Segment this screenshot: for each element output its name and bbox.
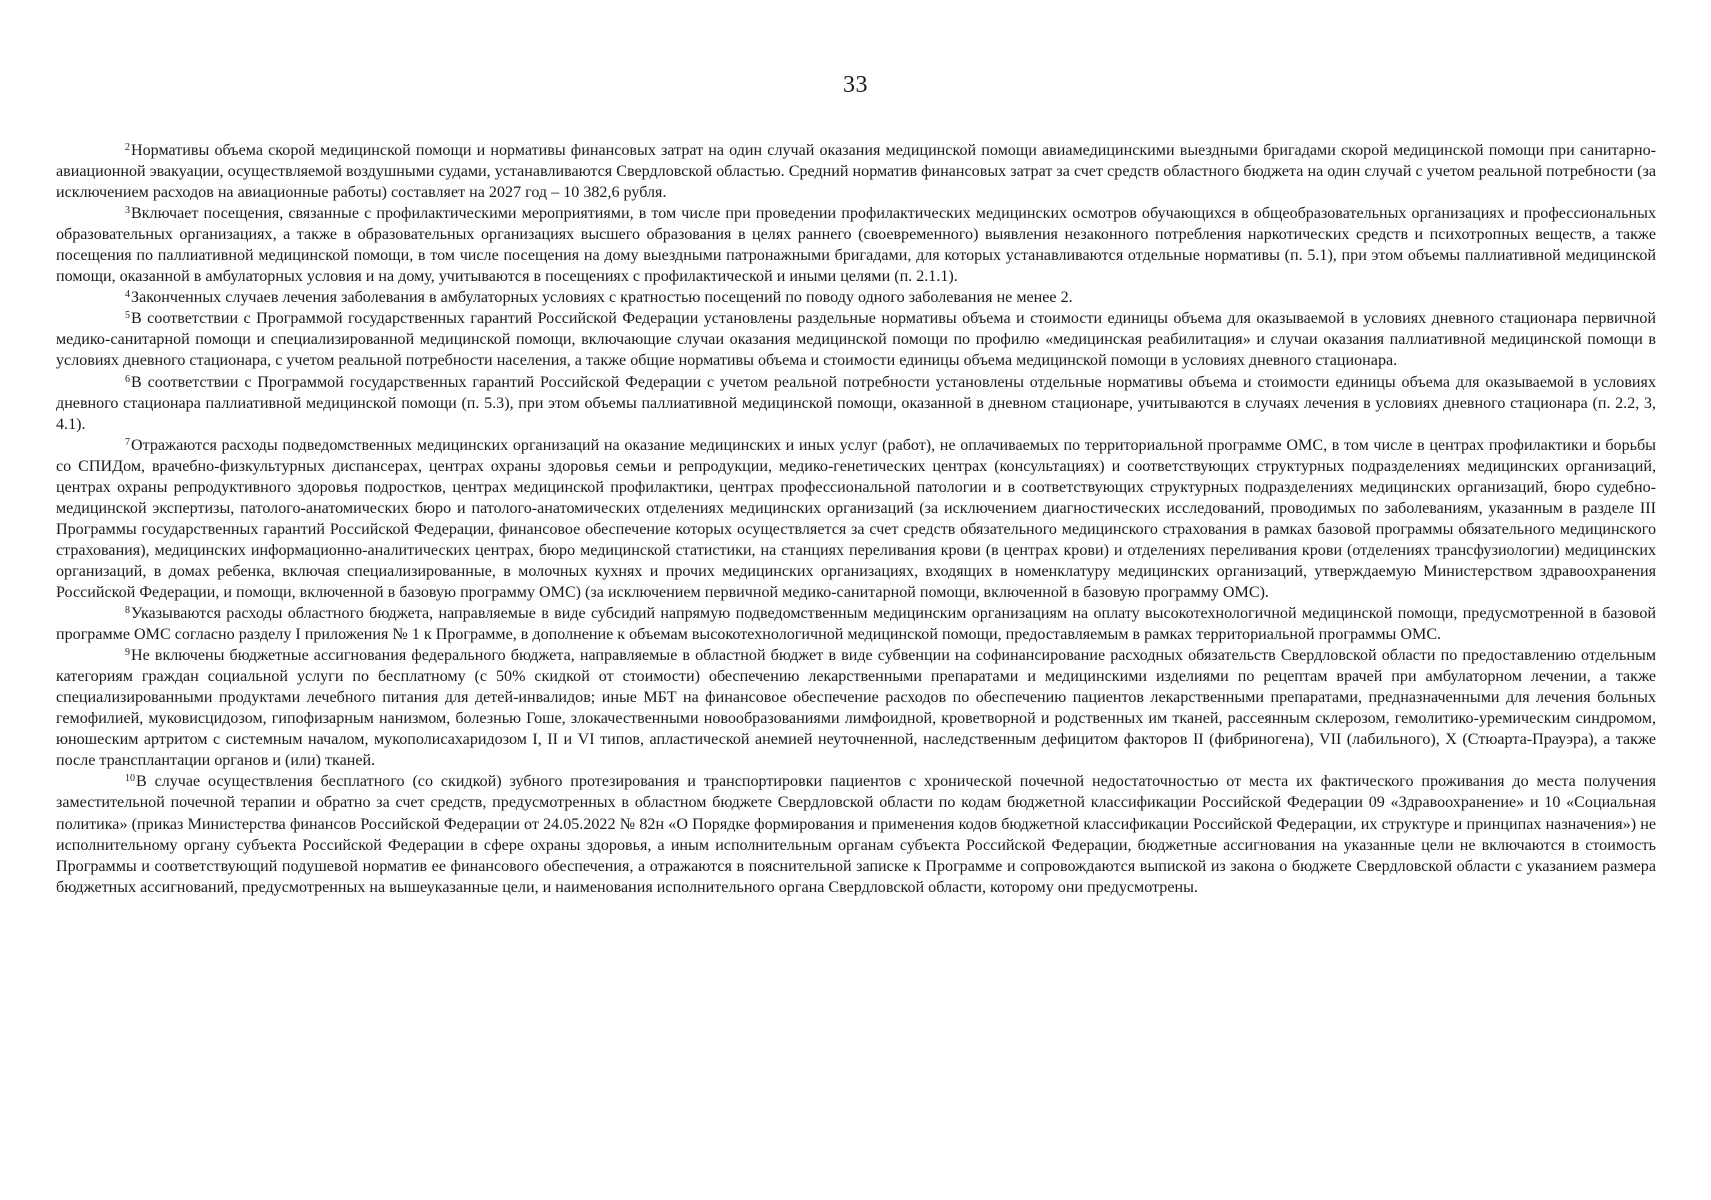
footnote-marker: 10 <box>125 773 135 785</box>
footnote-text: Отражаются расходы подведомственных медицинских организаций на оказание медицинских и иных услуг (работ), не оплачиваемых по территориальной программе ОМС, в том числе в центрах профилактики и борьбы со СПИДом, врачебно-физкультурных диспансерах, центрах охраны здоровья семьи и репродукции, медико-генетических центрах (консультациях) и соответствующих структурных подразделениях медицинских организаций, центрах охраны репродуктивного здоровья подростков, центрах медицинской профилактики, центрах профессиональной патологии и в соответствующих структурных подразделениях медицинских организаций, бюро судебно-медицинской экспертизы, патолого-анатомических бюро и патолого-анатомических отделениях медицинских организаций (за исключением диагностических исследований, проводимых по заболеваниям, указанным в разделе III Программы государственных гарантий Российской Федерации, финансовое обеспечение которых осуществляется за счет средств обязательного медицинского страхования в рамках базовой программы обязательного медицинского страхования), медицинских информационно-аналитических центрах, бюро медицинской статистики, на станциях переливания крови (в центрах крови) и отделениях переливания крови (отделениях трансфузиологии) медицинских организаций, в домах ребенка, включая специализированные, в молочных кухнях и прочих медицинских организациях, входящих в номенклатуру медицинских организаций, утверждаемую Министерством здравоохранения Российской Федерации, и помощи, включенной в базовую программу ОМС) (за исключением первичной медико-санитарной помощи, включенной в базовую программу ОМС). <box>56 436 1656 601</box>
footnote-9 <box>56 645 1656 771</box>
footnote-text: Указываются расходы областного бюджета, направляемые в виде субсидий напрямую подведомственным медицинским организациям на оплату высокотехнологичной медицинской помощи, предусмотренной в базовой программе ОМС согласно разделу I приложения № 1 к Программе, в дополнение к объемам высокотехнологичной медицинской помощи, предоставляемым в рамках территориальной программы ОМС. <box>56 605 1656 644</box>
footnotes <box>56 140 1656 898</box>
footnote-text: Не включены бюджетные ассигнования федерального бюджета, направляемые в областной бюджет в виде субвенции на софинансирование расходных обязательств Свердловской области по предоставлению отдельным категориям граждан социальной услуги по бесплатному (с 50% скидкой от стоимости) обеспечению лекарственными препаратами и медицинскими изделиями по рецептам врачей при амбулаторном лечении, а также специализированными продуктами лечебного питания для детей-инвалидов; иные МБТ на финансовое обеспечение расходов по обеспечению пациентов лекарственными препаратами, предназначенными для лечения больных гемофилией, муковисцидозом, гипофизарным нанизмом, болезнью Гоше, злокачественными новообразованиями лимфоидной, кроветворной и родственных им тканей, рассеянным склерозом, гемолитико-уремическим синдромом, юношеским артритом с системным началом, мукополисахаридозом I, II и VI типов, апластической анемией неуточненной, наследственным дефицитом факторов II (фибриногена), VII (лабильного), X (Стюарта-Прауэра), а также после трансплантации органов и (или) тканей. <box>56 647 1656 770</box>
footnote-text: Включает посещения, связанные с профилактическими мероприятиями, в том числе при проведении профилактических медицинских осмотров обучающихся в общеобразовательных организациях и профессиональных образовательных организациях, а также в образовательных организациях высшего образования в целях раннего (своевременного) выявления незаконного потребления наркотических средств и психотропных веществ, а также посещения по паллиативной медицинской помощи, в том числе посещения на дому выездными патронажными бригадами, для которых устанавливаются отдельные нормативы (п. 5.1), при этом объемы паллиативной медицинской помощи, оказанной в амбулаторных условия и на дому, учитываются в посещениях с профилактической и иными целями (п. 2.1.1). <box>56 205 1656 286</box>
footnote-4 <box>56 287 1656 308</box>
footnote-6 <box>56 372 1656 435</box>
footnote-text: В соответствии с Программой государственных гарантий Российской Федерации установлены раздельные нормативы объема и стоимости единицы объема для оказываемой в условиях дневного стационара первичной медико-санитарной помощи и специализированной медицинской помощи, включающие случаи оказания медицинской помощи по профилю «медицинская реабилитация» и случаи оказания паллиативной медицинской помощи в условиях дневного стационара, с учетом реальной потребности населения, а также общие нормативы объема и стоимости единицы объема медицинской помощи в условиях дневного стационара. <box>56 310 1656 370</box>
footnote-marker: 8 <box>125 605 130 617</box>
footnote-2 <box>56 140 1656 203</box>
footnote-marker: 6 <box>125 373 130 385</box>
footnote-5 <box>56 308 1656 371</box>
footnote-8 <box>56 603 1656 645</box>
footnote-3 <box>56 203 1656 287</box>
footnote-marker: 2 <box>125 142 130 153</box>
footnote-text: В соответствии с Программой государственных гарантий Российской Федерации с учетом реальной потребности установлены отдельные нормативы объема и стоимости единицы объема для оказываемой в условиях дневного стационара паллиативной медицинской помощи (п. 5.3), при этом объемы паллиативной медицинской помощи, оказанной в дневном стационаре, учитываются в случаях лечения в условиях дневного стационара (п. 2.2, 3, 4.1). <box>56 373 1656 433</box>
footnote-marker: 9 <box>125 647 130 659</box>
footnote-marker: 4 <box>125 289 130 301</box>
page-number: 33 <box>843 72 868 98</box>
footnote-10 <box>56 771 1656 897</box>
footnote-marker: 7 <box>125 436 130 448</box>
footnote-text: В случае осуществления бесплатного (со скидкой) зубного протезирования и транспортировки пациентов с хронической почечной недостаточностью от места их фактического проживания до места получения заместительной почечной терапии и обратно за счет средств, предусмотренных в областном бюджете Свердловской области по кодам бюджетной классификации Российской Федерации 09 «Здравоохранение» и 10 «Социальная политика» (приказ Министерства финансов Российской Федерации от 24.05.2022 № 82н «О Порядке формирования и применения кодов бюджетной классификации Российской Федерации, их структуре и принципах назначения») не исполнительному органу субъекта Российской Федерации в сфере охраны здоровья, а иным исполнительным органам субъекта Российской Федерации, бюджетные ассигнования на указанные цели не включаются в стоимость Программы и соответствующий подушевой норматив ее финансового обеспечения, а отражаются в пояснительной записке к Программе и сопровождаются выпиской из закона о бюджете Свердловской области с указанием размера бюджетных ассигнований, предусмотренных на вышеуказанные цели, и наименования исполнительного органа Свердловской области, которому они предусмотрены. <box>56 773 1656 896</box>
footnote-marker: 5 <box>125 310 130 322</box>
footnote-marker: 3 <box>125 205 130 217</box>
footnote-text: Законченных случаев лечения заболевания в амбулаторных условиях с кратностью посещений по поводу одного заболевания не менее 2. <box>131 289 1073 307</box>
footnote-text: Нормативы объема скорой медицинской помощи и нормативы финансовых затрат на один случай оказания медицинской помощи авиамедицинскими выездными бригадами скорой медицинской помощи при санитарно-авиационной эвакуации, осуществляемой воздушными судами, устанавливаются Свердловской областью. Средний норматив финансовых затрат за счет средств областного бюджета на один случай с учетом реальной потребности (за исключением расходов на авиационные работы) составляет на 2027 год – 10 382,6 рубля. <box>56 142 1656 202</box>
footnote-7 <box>56 435 1656 603</box>
